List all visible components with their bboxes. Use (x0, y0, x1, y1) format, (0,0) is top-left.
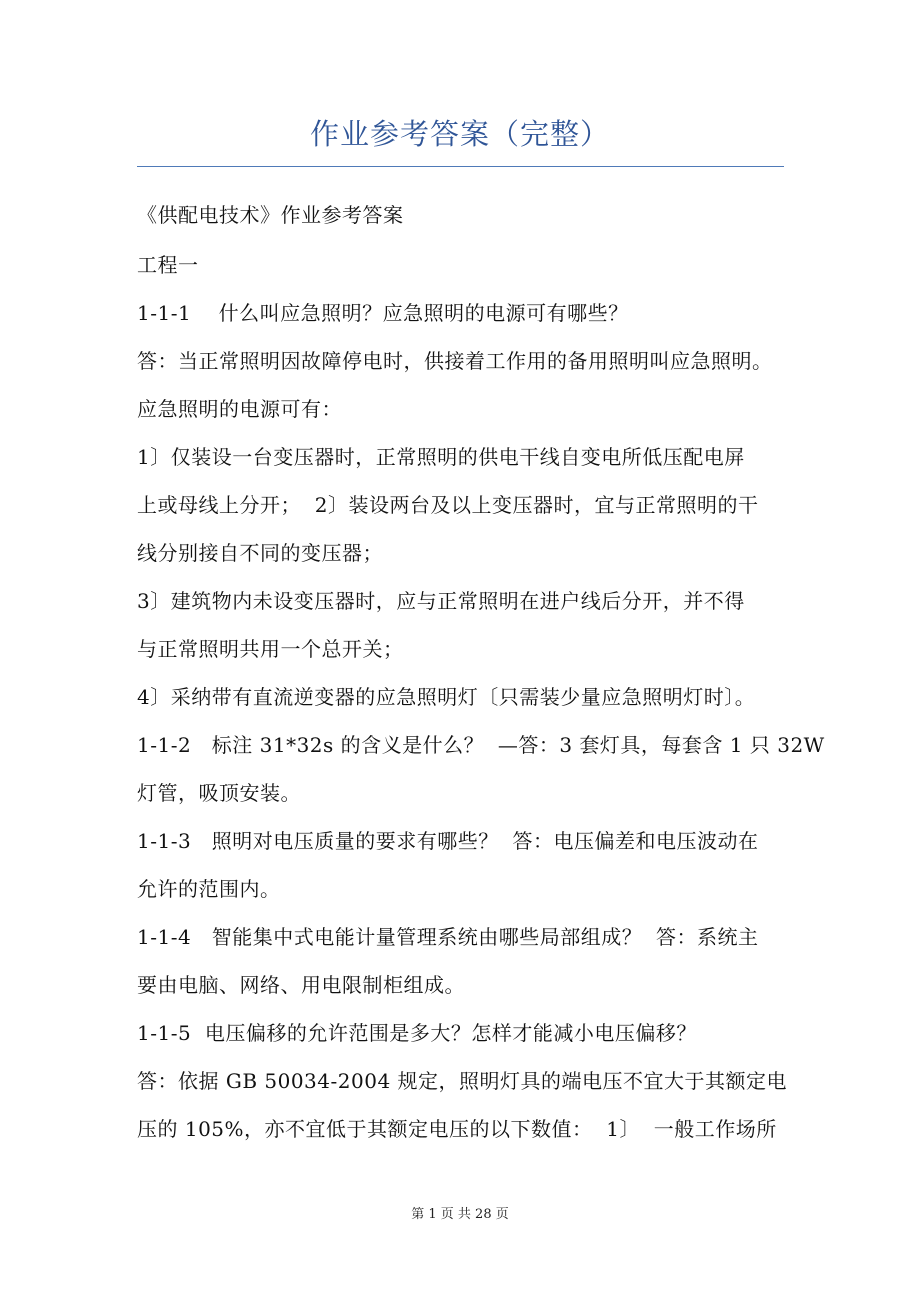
text-line-8: 线分别接自不同的变压器； (137, 541, 383, 565)
text-line-5: 应急照明的电源可有： (137, 397, 342, 421)
title-underline (137, 166, 784, 167)
text-line-17: 要由电脑、网络、用电限制柜组成。 (137, 973, 465, 997)
text-line-12: 1-1-2 标注 31*32s 的含义是什么？ —答：3 套灯具，每套含 1 只 32W (137, 733, 825, 757)
text-line-13: 灯管，吸顶安装。 (137, 781, 301, 805)
text-line-14: 1-1-3 照明对电压质量的要求有哪些？ 答：电压偏差和电压波动在 (137, 829, 759, 853)
text-line-18: 1-1-5 电压偏移的允许范围是多大？怎样才能减小电压偏移？ (137, 1021, 697, 1045)
text-line-7: 上或母线上分开； 2〕装设两台及以上变压器时，宜与正常照明的干 (137, 493, 759, 517)
text-line-3: 1-1-1 什么叫应急照明？应急照明的电源可有哪些？ (137, 301, 629, 325)
text-line-2: 工程一 (137, 253, 199, 277)
text-line-9: 3〕建筑物内未设变压器时，应与正常照明在进户线后分开，并不得 (137, 589, 745, 613)
document-title: 作业参考答案（完整） (309, 117, 610, 151)
text-line-1: 《供配电技术》作业参考答案 (137, 203, 404, 227)
text-line-15: 允许的范围内。 (137, 877, 281, 901)
page-footer: 第 1 页 共 28 页 (411, 1207, 509, 1222)
text-line-11: 4〕采纳带有直流逆变器的应急照明灯〔只需装少量应急照明灯时〕。 (137, 685, 756, 709)
text-line-10: 与正常照明共用一个总开关； (137, 637, 404, 661)
text-line-6: 1〕仅装设一台变压器时，正常照明的供电干线自变电所低压配电屏 (137, 445, 745, 469)
text-line-19: 答：依据 GB 50034-2004 规定，照明灯具的端电压不宜大于其额定电 (137, 1069, 788, 1093)
text-line-20: 压的 105%，亦不宜低于其额定电压的以下数值： 1〕 一般工作场所 (137, 1117, 777, 1141)
text-line-16: 1-1-4 智能集中式电能计量管理系统由哪些局部组成？ 答：系统主 (137, 925, 759, 949)
text-line-4: 答：当正常照明因故障停电时，供接着工作用的备用照明叫应急照明。 (137, 349, 773, 373)
